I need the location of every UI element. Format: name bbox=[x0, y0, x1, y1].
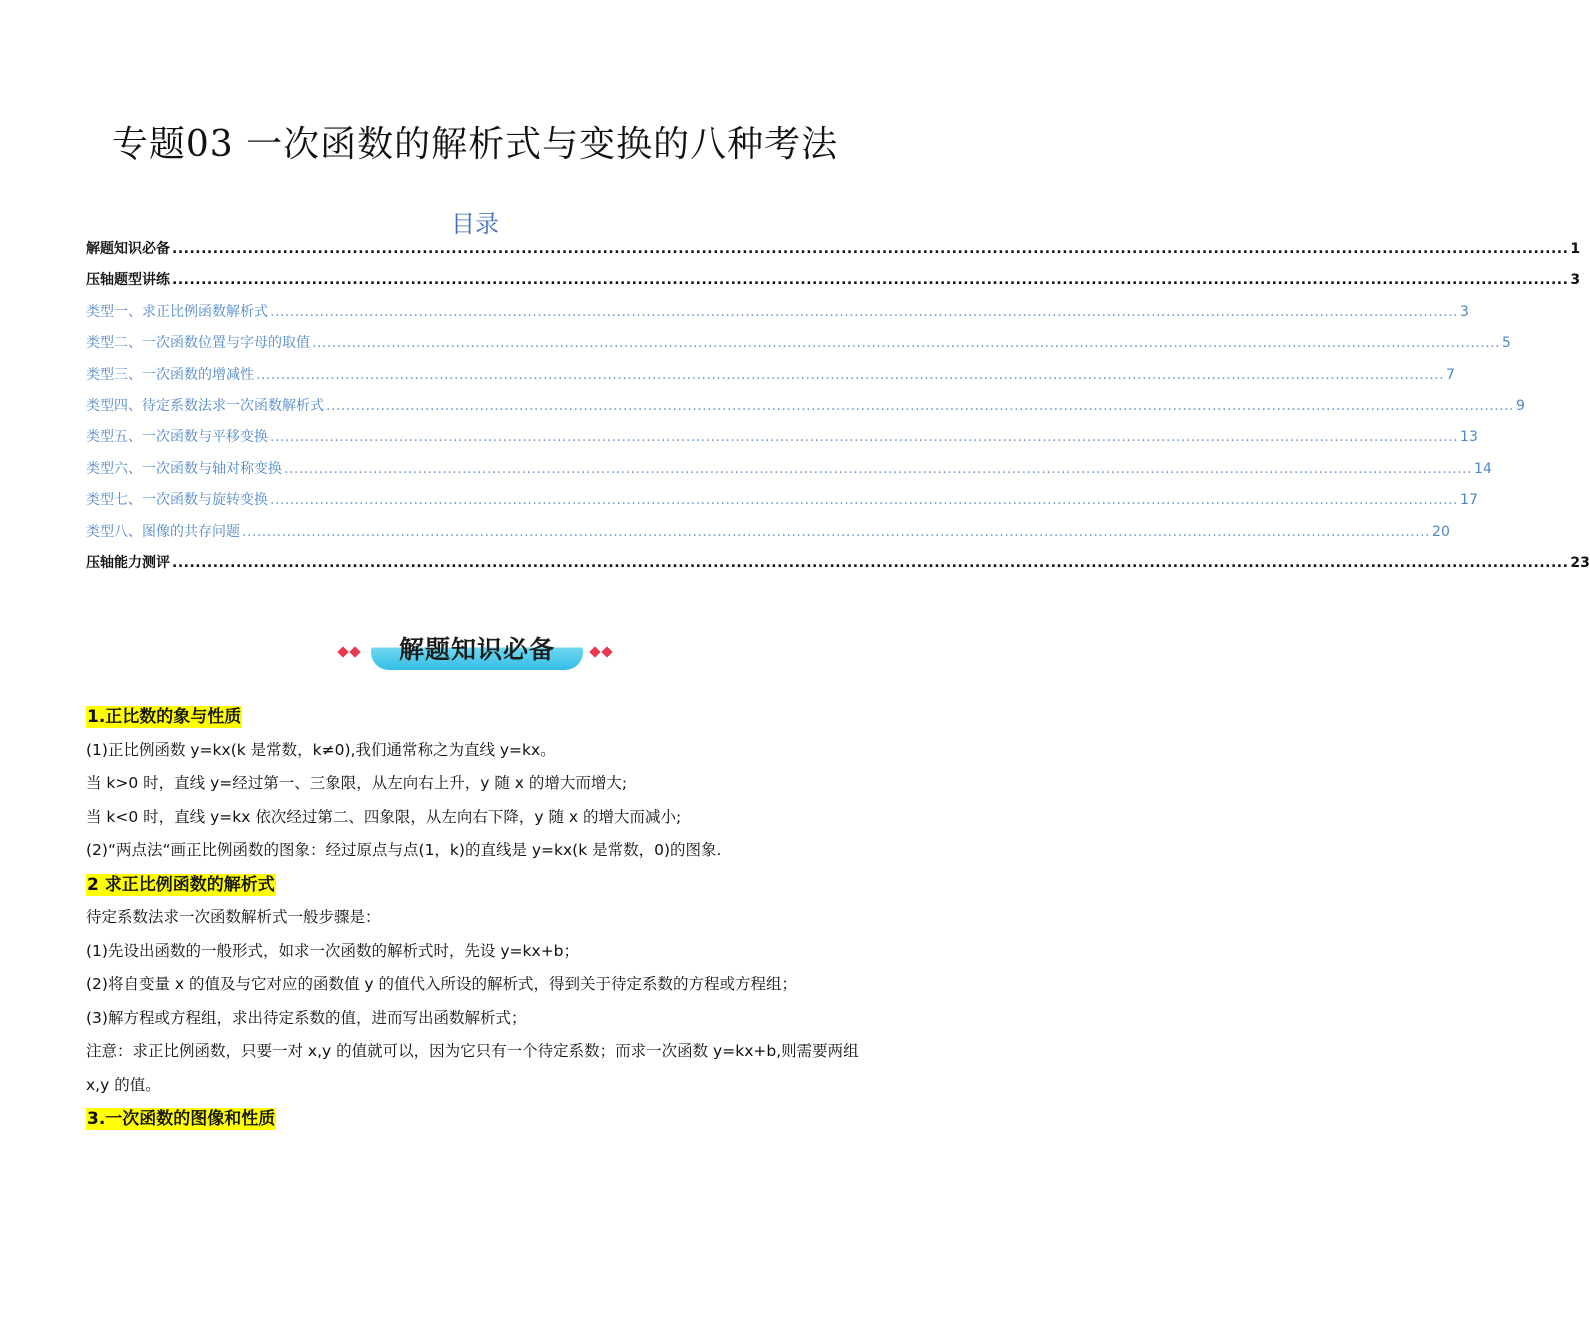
toc-entry-label: 解题知识必备 bbox=[86, 241, 170, 257]
toc-entry[interactable] bbox=[86, 422, 1478, 453]
diamond-icon bbox=[349, 646, 360, 657]
toc-entry-page: 5 bbox=[1502, 335, 1511, 352]
toc-entry-page: 23 bbox=[1570, 554, 1590, 571]
content-body bbox=[86, 700, 876, 1136]
toc-entry[interactable] bbox=[86, 391, 1525, 422]
toc-entry-page: 1 bbox=[1570, 241, 1581, 257]
diamond-icon bbox=[589, 646, 600, 657]
toc-leader-dots: ................................................................................................................................................................................................................................................ bbox=[270, 429, 1459, 446]
toc-entry-page: 9 bbox=[1516, 397, 1525, 414]
toc-leader-dots: ................................................................................................................................................................................................................................................ bbox=[242, 523, 1431, 540]
toc-heading: 目录 bbox=[451, 210, 499, 238]
toc-entry[interactable] bbox=[86, 297, 1469, 328]
toc-entry-page: 3 bbox=[1460, 303, 1469, 320]
toc-leader-dots: ................................................................................................................................................................................................................................................ bbox=[326, 397, 1515, 414]
paragraph: 注意：求正比例函数，只要一对 x,y 的值就可以，因为它只有一个待定系数；而求一次函数 y=kx+b,则需要两组 x,y 的值。 bbox=[86, 1042, 859, 1094]
toc-leader-dots: ................................................................................................................................................................................................................................................ bbox=[284, 460, 1473, 477]
document-title: 专题03 一次函数的解析式与变换的八种考法 bbox=[111, 124, 839, 165]
toc-entry-label: 类型一、求正比例函数解析式 bbox=[86, 303, 268, 320]
toc-leader-dots: ................................................................................................................................................................................................................................................ bbox=[312, 335, 1501, 352]
paragraph: (3)解方程或方程组，求出待定系数的值，进而写出函数解析式； bbox=[86, 1008, 527, 1027]
toc-entry-label: 压轴题型讲练 bbox=[86, 272, 170, 289]
toc-entry-page: 20 bbox=[1432, 523, 1450, 540]
paragraph: (1)先设出函数的一般形式，如求一次函数的解析式时，先设 y=kx+b； bbox=[86, 941, 580, 960]
diamond-icon bbox=[337, 646, 348, 657]
toc-leader-dots: ................................................................................................................................................................................................................................................ bbox=[270, 303, 1459, 320]
toc-entry-page: 13 bbox=[1460, 429, 1478, 446]
toc-entry-page: 7 bbox=[1446, 366, 1455, 383]
toc-entry-label: 类型四、待定系数法求一次函数解析式 bbox=[86, 397, 324, 414]
toc-entry[interactable] bbox=[86, 548, 1590, 579]
section-heading: 2 求正比例函数的解析式 bbox=[87, 874, 275, 895]
toc-entry[interactable] bbox=[86, 265, 1581, 296]
banner-label: 解题知识必备 bbox=[398, 635, 555, 664]
toc-leader-dots: ................................................................................................................................................................................................................................................ bbox=[256, 366, 1445, 383]
paragraph: (2)“两点法“画正比例函数的图象：经过原点与点(1，k)的直线是 y=kx(k 是常数，0)的图象. bbox=[86, 841, 722, 859]
toc-entry[interactable] bbox=[86, 328, 1511, 359]
toc-entry-label: 类型三、一次函数的增减性 bbox=[86, 366, 254, 383]
toc-leader-dots: ................................................................................................................................................................................................................................................ bbox=[270, 492, 1459, 509]
section-heading: 1.正比数的象与性质 bbox=[87, 707, 242, 727]
diamond-icon bbox=[601, 646, 612, 657]
toc-entry-page: 14 bbox=[1474, 460, 1492, 477]
toc-entry-label: 类型五、一次函数与平移变换 bbox=[86, 429, 268, 446]
paragraph: (1)正比例函数 y=kx(k 是常数，k≠0),我们通常称之为直线 y=kx。 bbox=[86, 740, 556, 759]
toc-leader-dots: ................................................................................................................................................................................................................................................ bbox=[172, 241, 1569, 257]
toc-entry-label: 压轴能力测评 bbox=[86, 554, 170, 571]
toc-entry[interactable] bbox=[86, 360, 1455, 391]
toc-entry[interactable] bbox=[86, 517, 1450, 548]
section-banner bbox=[335, 630, 620, 674]
toc-leader-dots: ................................................................................................................................................................................................................................................ bbox=[172, 554, 1569, 571]
section-heading: 3.一次函数的图像和性质 bbox=[87, 1109, 276, 1129]
paragraph: 待定系数法求一次函数解析式一般步骤是： bbox=[86, 908, 381, 926]
paragraph: 当 k>0 时，直线 y=经过第一、三象限，从左向右上升，y 随 x 的增大而增大; bbox=[86, 774, 628, 792]
toc-entry-label: 类型八、图像的共存问题 bbox=[86, 523, 240, 540]
toc-entry[interactable] bbox=[86, 485, 1478, 516]
paragraph: (2)将自变量 x 的值及与它对应的函数值 y 的值代入所设的解析式，得到关于待定系数的方程或方程组； bbox=[86, 975, 798, 993]
toc-entry-page: 17 bbox=[1460, 492, 1478, 509]
toc-entry[interactable] bbox=[86, 234, 1581, 265]
paragraph: 当 k<0 时，直线 y=kx 依次经过第二、四象限，从左向右下降，y 随 x 的增大而减小; bbox=[86, 807, 682, 826]
toc-entry-label: 类型二、一次函数位置与字母的取值 bbox=[86, 335, 310, 352]
toc-entry[interactable] bbox=[86, 454, 1492, 485]
toc-entry-label: 类型六、一次函数与轴对称变换 bbox=[86, 460, 282, 477]
toc-entry-page: 3 bbox=[1570, 272, 1581, 289]
table-of-contents bbox=[86, 234, 1590, 579]
toc-leader-dots: ................................................................................................................................................................................................................................................ bbox=[172, 272, 1569, 289]
toc-entry-label: 类型七、一次函数与旋转变换 bbox=[86, 492, 268, 509]
